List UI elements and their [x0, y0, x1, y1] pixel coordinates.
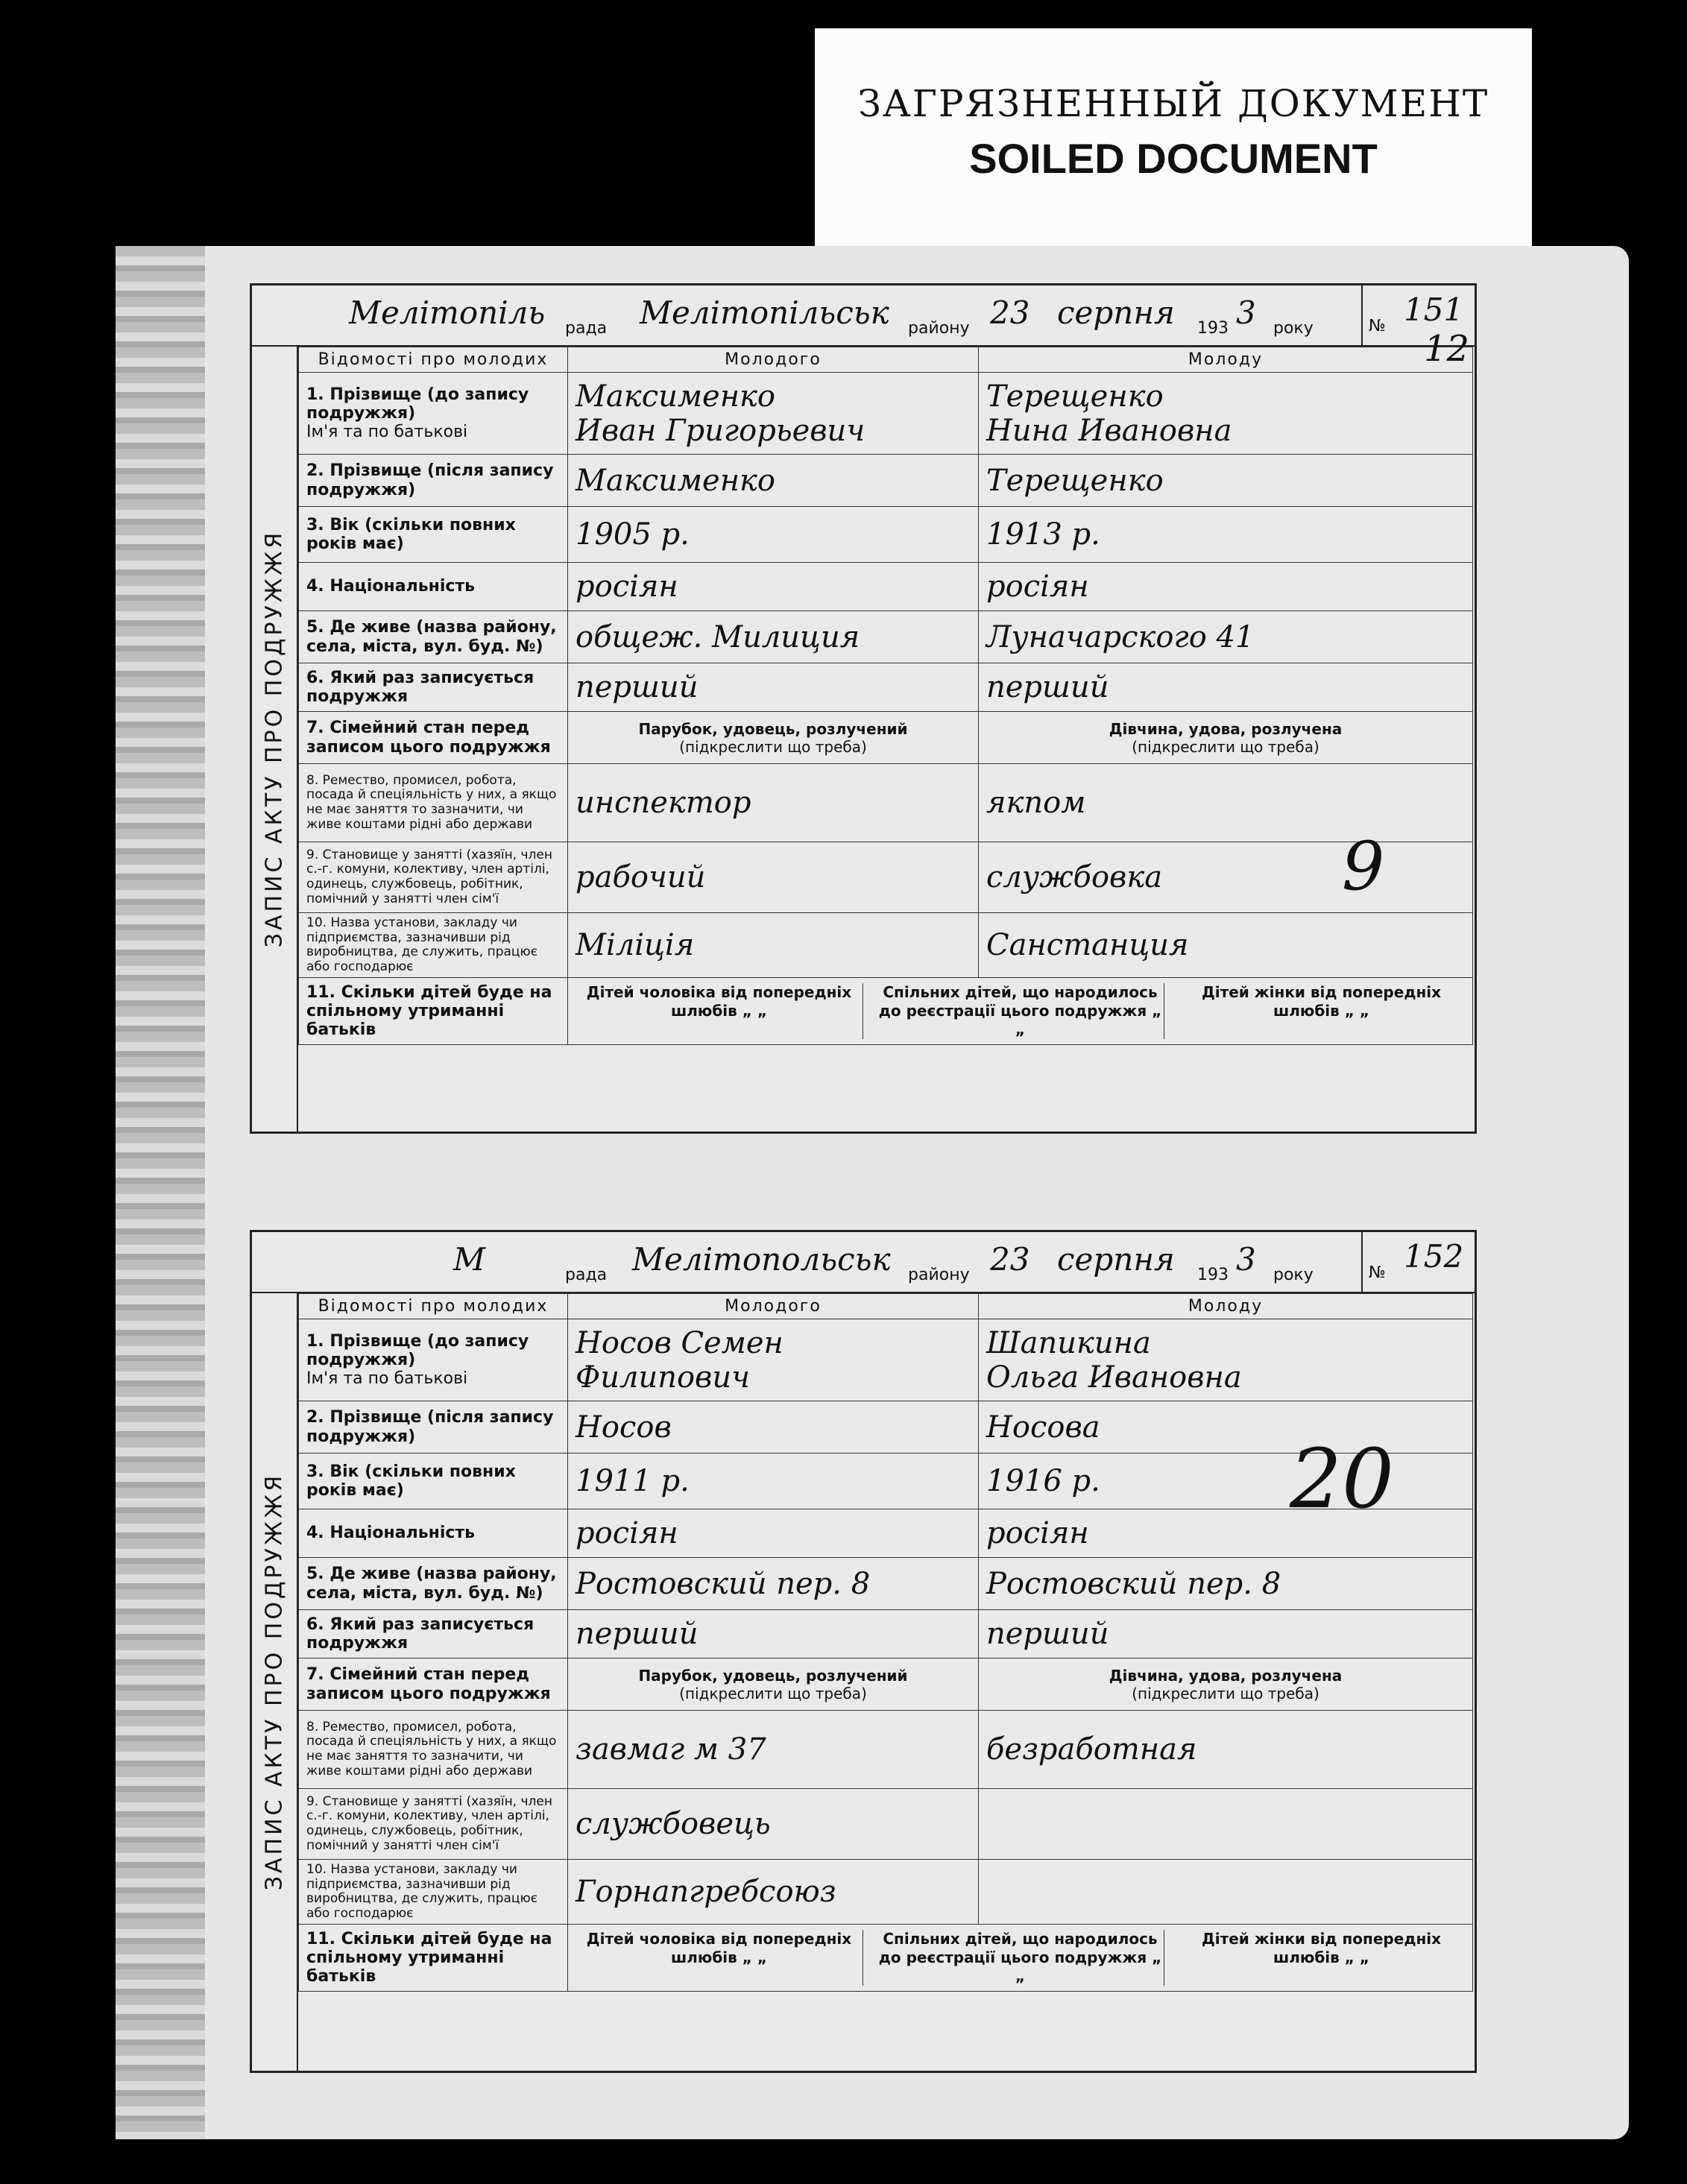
month: серпня: [1057, 1241, 1175, 1278]
rada-label: рада: [565, 319, 608, 338]
bride-times: перший: [979, 1610, 1473, 1658]
row8-label: 8. Ремество, промисел, робота, посада й спеціяльність у них, а якщо не має заняття то зазначити, чи живе коштами рідні або держави: [299, 1711, 568, 1789]
groom-nationality: росіян: [568, 1509, 979, 1558]
day: 23: [990, 294, 1030, 331]
groom-surname-after: Носов: [568, 1401, 979, 1454]
col-info: Відомості про молодих: [299, 347, 568, 373]
col-bride: Молоду: [979, 347, 1473, 373]
record-table: [298, 1293, 1473, 1992]
stamp-en: SOILED DOCUMENT: [969, 135, 1378, 182]
district-name: Мелітопольськ: [632, 1241, 891, 1278]
row2-label: 2. Прізвище (після запису подружжя): [299, 1401, 568, 1454]
row11-label: 11. Скільки дітей буде на спільному утриманні батьків: [299, 978, 568, 1045]
bride-employer: [979, 1860, 1473, 1925]
groom-address: Ростовский пер. 8: [568, 1558, 979, 1610]
row-surname-label: 1. Прізвище (до запису подружжя) Ім'я та по батькові: [299, 373, 568, 455]
bride-position: [979, 1789, 1473, 1860]
margin-note-1: 9: [1342, 827, 1385, 906]
bride-address: Ростовский пер. 8: [979, 1558, 1473, 1610]
record-number: 151: [1404, 291, 1464, 328]
record-header: [252, 1232, 1475, 1293]
year: 3: [1236, 1241, 1256, 1278]
row6-label: 6. Який раз записується подружжя: [299, 663, 568, 712]
row7-label: 7. Сімейний стан перед записом цього подружжя: [299, 1658, 568, 1711]
no-label: №: [1369, 317, 1386, 335]
stamp-ru: ЗАГРЯЗНЕННЫЙ ДОКУМЕНТ: [857, 82, 1489, 125]
groom-nationality: росіян: [568, 563, 979, 611]
bride-nationality: росіян: [979, 563, 1473, 611]
children-cell: Дітей чоловіка від попередніх шлюбів „ „ Спільних дітей, що народилось до реєстрації цього подружжя „ „ Дітей жінки від попередніх шлюбів „ „: [568, 978, 1473, 1045]
groom-status: Парубок, удовець, розлучений (підкреслити що треба): [568, 712, 979, 764]
year-suffix: року: [1273, 1266, 1314, 1284]
groom-age: 1905 р.: [568, 507, 979, 563]
bride-status: Дівчина, удова, розлучена (підкреслити що треба): [979, 712, 1473, 764]
number-box: [1361, 1232, 1475, 1292]
side-title: ЗАПИС АКТУ ПРО ПОДРУЖЖЯ: [252, 1292, 298, 2071]
col-info: Відомості про молодих: [299, 1294, 568, 1319]
row3-label: 3. Вік (скільки повних років має): [299, 1454, 568, 1509]
bride-status: Дівчина, удова, розлучена (підкреслити що треба): [979, 1658, 1473, 1711]
bride-age: 1916 р.: [979, 1454, 1473, 1509]
rada-label: рада: [565, 1266, 608, 1284]
council-name: М: [453, 1241, 486, 1278]
children-cell: Дітей чоловіка від попередніх шлюбів „ „ Спільних дітей, що народилось до реєстрації цього подружжя „ „ Дітей жінки від попередніх шлюбів „ „: [568, 1925, 1473, 1992]
row9-label: 9. Становище у занятті (хазяїн, член с.-г. комуни, колективу, член артілі, одинець, службовець, робітник, помічний у занятті член сім'ї: [299, 1789, 568, 1860]
row4-label: 4. Національність: [299, 563, 568, 611]
groom-age: 1911 р.: [568, 1454, 979, 1509]
bride-occupation: якпом: [979, 764, 1473, 842]
soiled-document-label: [815, 28, 1532, 256]
groom-position: службовець: [568, 1789, 979, 1860]
bride-surname-after: Носова: [979, 1401, 1473, 1454]
record-table: [298, 347, 1473, 1045]
year-prefix: 193: [1197, 1266, 1229, 1284]
groom-address: общеж. Милиция: [568, 611, 979, 663]
groom-surname: Максименко Иван Григорьевич: [568, 373, 979, 455]
groom-employer: Міліція: [568, 913, 979, 978]
groom-employer: Горнапгребсоюз: [568, 1860, 979, 1925]
groom-status: Парубок, удовець, розлучений (підкреслити що треба): [568, 1658, 979, 1711]
council-name: Мелітопіль: [349, 294, 546, 331]
book-spine: [116, 246, 205, 2139]
no-label: №: [1369, 1263, 1386, 1282]
marriage-record-2: [250, 1230, 1477, 2073]
bride-nationality: росіян: [979, 1509, 1473, 1558]
raion-label: району: [908, 319, 970, 338]
col-bride: Молоду: [979, 1294, 1473, 1319]
margin-note-2: 20: [1290, 1431, 1394, 1527]
row11-label: 11. Скільки дітей буде на спільному утриманні батьків: [299, 1925, 568, 1992]
year: 3: [1236, 294, 1256, 331]
row10-label: 10. Назва установи, закладу чи підприємства, зазначивши рід виробництва, де служить, працює або господарює: [299, 1860, 568, 1925]
row9-label: 9. Становище у занятті (хазяїн, член с.-г. комуни, колективу, член артілі, одинець, службовець, робітник, помічний у занятті член сім'ї: [299, 842, 568, 913]
day: 23: [990, 1241, 1030, 1278]
bride-employer: Санстанция: [979, 913, 1473, 978]
row5-label: 5. Де живе (назва району, села, міста, вул. буд. №): [299, 611, 568, 663]
row8-label: 8. Ремество, промисел, робота, посада й спеціяльність у них, а якщо не має заняття то зазначити, чи живе коштами рідні або держави: [299, 764, 568, 842]
row10-label: 10. Назва установи, закладу чи підприємства, зазначивши рід виробництва, де служить, працює або господарює: [299, 913, 568, 978]
col-groom: Молодого: [568, 347, 979, 373]
bride-position: службовка: [979, 842, 1473, 913]
bride-surname-after: Терещенко: [979, 455, 1473, 507]
groom-times: перший: [568, 1610, 979, 1658]
groom-position: рабочий: [568, 842, 979, 913]
district-name: Мелітопільськ: [640, 294, 889, 331]
side-title: ЗАПИС АКТУ ПРО ПОДРУЖЖЯ: [252, 345, 298, 1132]
row7-label: 7. Сімейний стан перед записом цього подружжя: [299, 712, 568, 764]
groom-surname-after: Максименко: [568, 455, 979, 507]
month: серпня: [1057, 294, 1175, 331]
groom-occupation: инспектор: [568, 764, 979, 842]
row3-label: 3. Вік (скільки повних років має): [299, 507, 568, 563]
number-extra: 12: [1424, 328, 1470, 370]
row2-label: 2. Прізвище (після запису подружжя): [299, 455, 568, 507]
record-header: [252, 285, 1475, 347]
groom-times: перший: [568, 663, 979, 712]
bride-age: 1913 р.: [979, 507, 1473, 563]
row4-label: 4. Національність: [299, 1509, 568, 1558]
raion-label: району: [908, 1266, 970, 1284]
bride-occupation: безработная: [979, 1711, 1473, 1789]
bride-times: перший: [979, 663, 1473, 712]
bride-surname: Терещенко Нина Ивановна: [979, 373, 1473, 455]
year-suffix: року: [1273, 319, 1314, 338]
bride-address: Луначарского 41: [979, 611, 1473, 663]
row6-label: 6. Який раз записується подружжя: [299, 1610, 568, 1658]
year-prefix: 193: [1197, 319, 1229, 338]
groom-surname: Носов Семен Филипович: [568, 1319, 979, 1401]
row5-label: 5. Де живе (назва району, села, міста, вул. буд. №): [299, 1558, 568, 1610]
col-groom: Молодого: [568, 1294, 979, 1319]
record-number: 152: [1404, 1238, 1464, 1275]
bride-surname: Шапикина Ольга Ивановна: [979, 1319, 1473, 1401]
row-surname-label: 1. Прізвище (до запису подружжя) Ім'я та по батькові: [299, 1319, 568, 1401]
marriage-record-1: [250, 283, 1477, 1134]
groom-occupation: завмаг м 37: [568, 1711, 979, 1789]
